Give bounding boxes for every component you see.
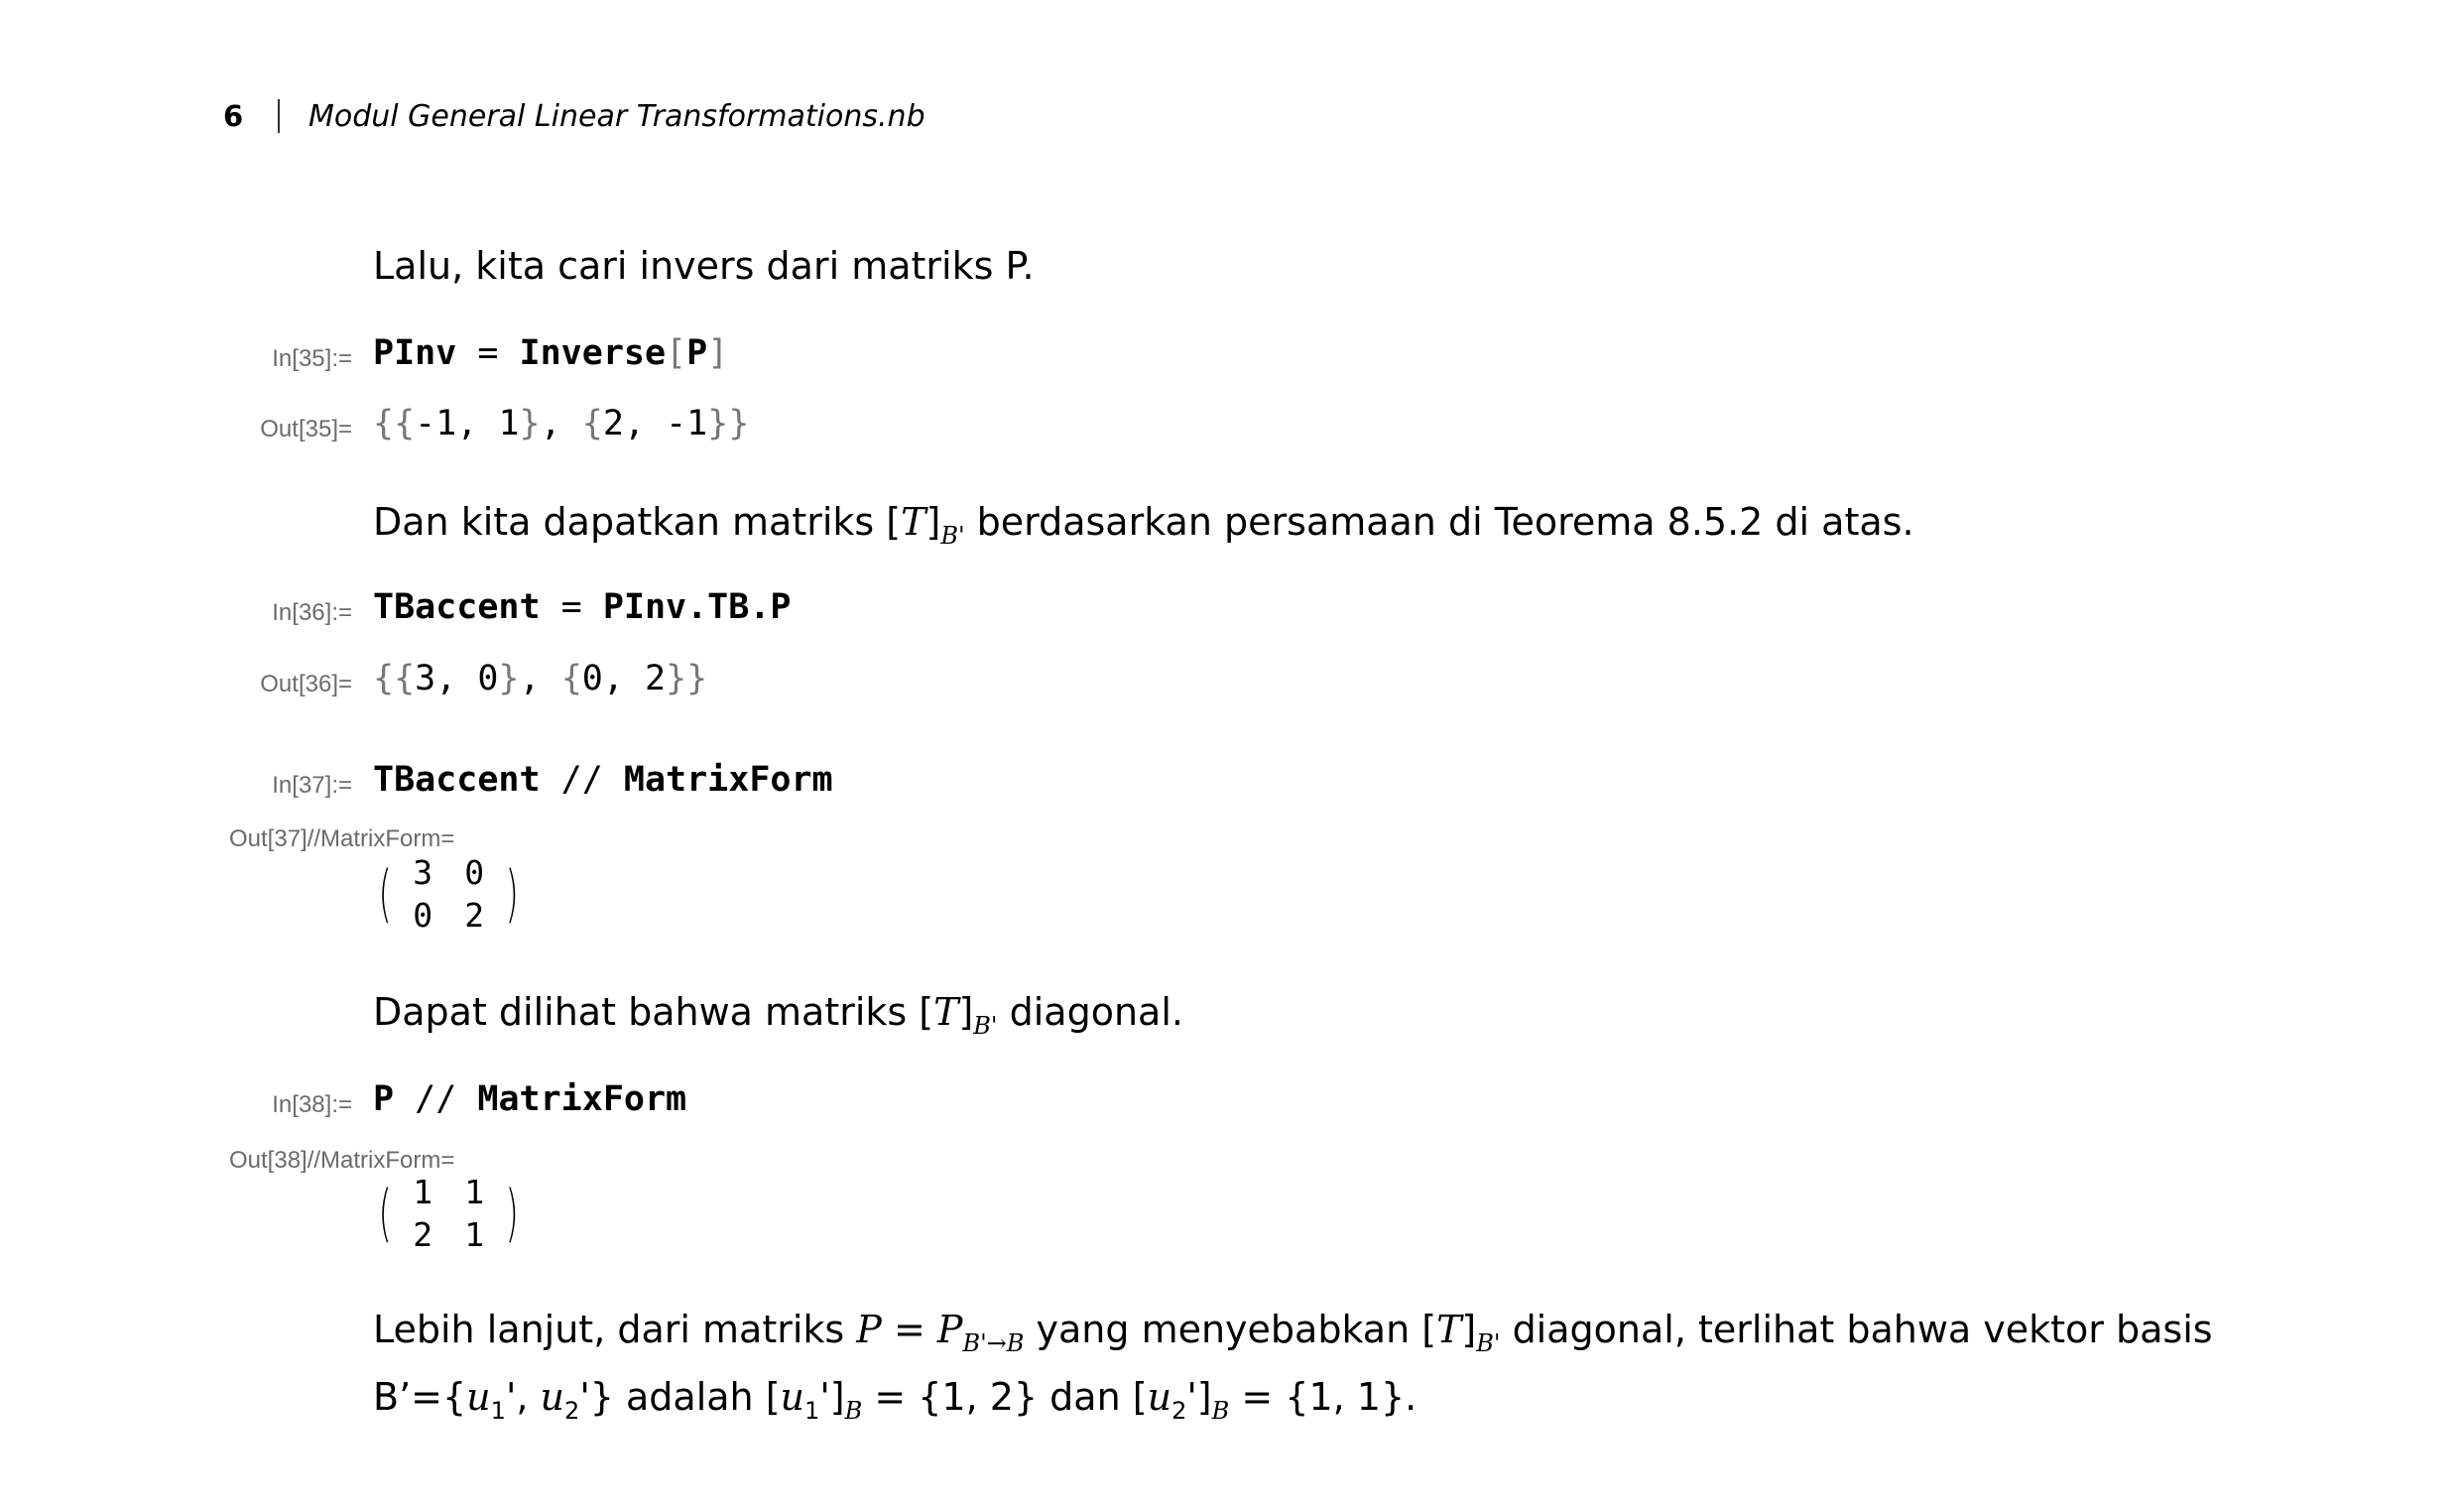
code-token: PInv.TB.P	[602, 587, 792, 627]
output-token: }}	[707, 404, 750, 443]
page-number: 6	[223, 99, 244, 133]
code-token: =	[477, 333, 499, 373]
output-token: {{	[373, 659, 416, 698]
text-run: ]	[1461, 1308, 1477, 1351]
in-label-36: In[36]:=	[272, 599, 352, 626]
math-subscript: 1	[804, 1397, 820, 1425]
text-run: ',	[505, 1375, 541, 1419]
notebook-title: Modul General Linear Transformations.nb	[308, 99, 925, 134]
out-label-36: Out[36]=	[260, 671, 352, 697]
output-token: 0	[477, 659, 499, 698]
text-cell-1[interactable]: Lalu, kita cari invers dari matriks P.	[373, 244, 1035, 288]
matrix-cell: 1	[464, 1215, 485, 1254]
left-paren: (	[378, 1177, 392, 1249]
code-token: MatrixForm	[477, 1079, 687, 1119]
math-subscript: B	[844, 1397, 863, 1425]
math-subscript: B'	[973, 1012, 998, 1040]
matrix-cell: 2	[413, 1215, 433, 1254]
math-symbol-u: u	[466, 1375, 491, 1419]
code-token: P	[373, 1079, 395, 1119]
output-token: -1	[415, 404, 457, 443]
text-run: Dapat dilihat bahwa matriks [	[373, 990, 934, 1034]
matrix-cell: 1	[413, 1173, 433, 1211]
output-token: -1	[666, 404, 708, 443]
text-run: ']	[819, 1375, 845, 1419]
text-run: diagonal, terlihat bahwa vektor basis	[1500, 1308, 2213, 1351]
out-label-35: Out[35]=	[260, 416, 352, 442]
text-run: ]	[925, 500, 941, 544]
output-token: 2	[645, 659, 667, 698]
code-token: ]	[707, 333, 729, 373]
input-cell-38[interactable]	[373, 1079, 686, 1119]
math-symbol-u: u	[780, 1375, 805, 1419]
output-token: 1	[498, 404, 520, 443]
matrix-output-38[interactable]	[373, 1173, 524, 1254]
output-cell-35[interactable]	[373, 404, 749, 443]
matrix-cell: 1	[464, 1173, 485, 1211]
text-run: ']	[1186, 1375, 1212, 1419]
right-paren: )	[505, 857, 519, 930]
code-token: MatrixForm	[623, 760, 833, 800]
output-token: ,	[602, 659, 646, 698]
output-token: {{	[373, 404, 416, 443]
header-divider	[278, 99, 280, 133]
matrix-grid	[397, 853, 500, 935]
text-cell-4-line-2[interactable]	[373, 1375, 1417, 1425]
output-token: 2	[602, 404, 624, 443]
math-subscript: B'	[940, 522, 965, 550]
right-paren: )	[505, 1177, 519, 1249]
text-cell-2[interactable]	[373, 500, 1914, 550]
output-token: 0	[581, 659, 603, 698]
code-token: P	[686, 333, 708, 373]
code-token: TBaccent	[373, 760, 541, 800]
output-cell-36[interactable]	[373, 659, 707, 698]
text-run: = {1, 2} dan [	[862, 1375, 1148, 1419]
text-run: berdasarkan persamaan di Teorema 8.5.2 di atas.	[964, 500, 1914, 544]
output-token: }	[519, 404, 541, 443]
in-label-35: In[35]:=	[272, 345, 352, 372]
in-label-37: In[37]:=	[272, 772, 352, 799]
text-run: = {1, 1}.	[1229, 1375, 1417, 1419]
output-token: }	[498, 659, 520, 698]
text-run: Dan kita dapatkan matriks [	[373, 500, 902, 544]
math-symbol-u: u	[540, 1375, 565, 1419]
code-token: //	[560, 760, 603, 800]
math-subscript: 2	[1171, 1397, 1187, 1425]
input-cell-35[interactable]	[373, 333, 728, 373]
output-token: }}	[666, 659, 708, 698]
text-run: B’={	[373, 1375, 467, 1419]
math-subscript: 2	[564, 1397, 580, 1425]
text-run: =	[881, 1308, 937, 1351]
matrix-cell: 2	[464, 896, 485, 935]
input-cell-36[interactable]	[373, 587, 791, 627]
out-label-38: Out[38]//MatrixForm=	[229, 1147, 455, 1174]
math-subscript: B'→B	[962, 1329, 1025, 1357]
code-token: Inverse	[519, 333, 667, 373]
output-token: ,	[623, 404, 667, 443]
math-symbol-T: T	[901, 500, 926, 544]
matrix-grid	[397, 1173, 500, 1254]
math-symbol-P: P	[936, 1308, 963, 1351]
output-token: 3	[415, 659, 436, 698]
matrix-cell: 3	[413, 853, 433, 892]
input-cell-37[interactable]	[373, 760, 833, 800]
text-cell-4-line-1[interactable]	[373, 1308, 2213, 1357]
matrix-output-37[interactable]	[373, 853, 524, 935]
text-cell-3[interactable]	[373, 990, 1183, 1040]
text-run: Lebih lanjut, dari matriks	[373, 1308, 857, 1351]
out-label-37: Out[37]//MatrixForm=	[229, 825, 455, 852]
code-token: //	[415, 1079, 457, 1119]
math-subscript: 1	[490, 1397, 506, 1425]
output-token: ,	[456, 404, 499, 443]
output-token: {	[560, 659, 582, 698]
code-token: =	[560, 587, 582, 627]
math-symbol-T: T	[1436, 1308, 1462, 1351]
output-token: ,	[540, 404, 582, 443]
code-token: [	[666, 333, 687, 373]
math-symbol-u: u	[1147, 1375, 1172, 1419]
matrix-cell: 0	[413, 896, 433, 935]
text-run: '} adalah [	[579, 1375, 781, 1419]
math-symbol-T: T	[933, 990, 959, 1034]
output-token: ,	[519, 659, 561, 698]
code-token: TBaccent	[373, 587, 541, 627]
math-subscript: B'	[1476, 1329, 1501, 1357]
math-subscript: B	[1211, 1397, 1230, 1425]
output-token: ,	[435, 659, 478, 698]
output-token: {	[581, 404, 603, 443]
text-run: ]	[958, 990, 974, 1034]
left-paren: (	[378, 857, 392, 930]
matrix-cell: 0	[464, 853, 485, 892]
math-symbol-P: P	[856, 1308, 882, 1351]
code-token: PInv	[373, 333, 457, 373]
text-run: diagonal.	[997, 990, 1183, 1034]
text-run: yang menyebabkan [	[1024, 1308, 1437, 1351]
in-label-38: In[38]:=	[272, 1091, 352, 1118]
